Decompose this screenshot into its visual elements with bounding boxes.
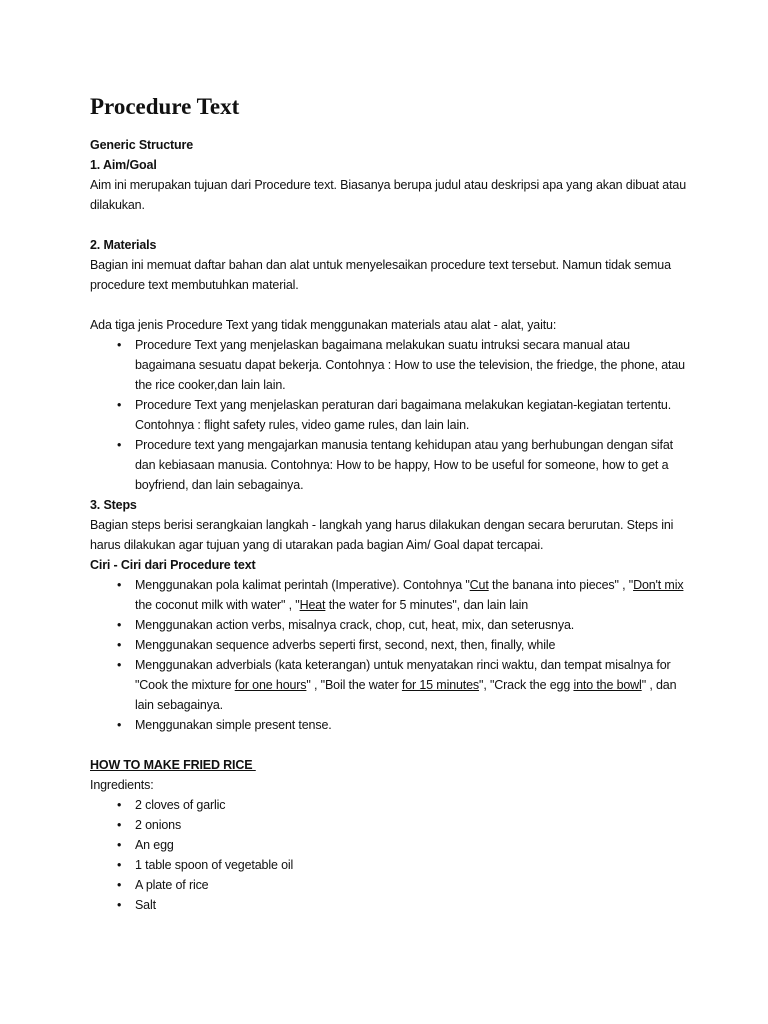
text-segment: " , dan lain sebagainya. [135, 678, 677, 712]
list-item: • 2 onions [135, 815, 690, 835]
steps-text: Bagian steps berisi serangkaian langkah - langkah yang harus dilakukan dengan secara berurutan. Steps ini harus dilakukan agar tujuan yang di utarakan pada bagian Aim/ Goal dapat tercapai. [90, 518, 674, 552]
text-segment: the coconut milk with water" , " [135, 598, 300, 612]
list-item: • An egg [135, 835, 690, 855]
list-item [135, 655, 690, 715]
list-item: • Menggunakan action verbs, misalnya crack, chop, cut, heat, mix, dan seterusnya. [135, 615, 690, 635]
spacer [90, 215, 690, 235]
aim-heading: 1. Aim/Goal [90, 158, 157, 172]
materials-text: Bagian ini memuat daftar bahan dan alat untuk menyelesaikan procedure text tersebut. Namun tidak semua procedure text membutuhkan material. [90, 258, 671, 292]
generic-structure-heading: Generic Structure [90, 138, 194, 152]
list-item: • 2 cloves of garlic [135, 795, 690, 815]
document-page [90, 92, 690, 915]
underlined-text: for 15 minutes [401, 678, 480, 692]
list-item: • Procedure Text yang menjelaskan peraturan dari bagaimana melakukan kegiatan-kegiatan tertentu. Contohnya : flight safety rules, video game rules, dan lain lain. [135, 395, 690, 435]
text-segment: ", "Crack the egg [479, 678, 574, 692]
list-item: • Procedure Text yang menjelaskan bagaimana melakukan suatu intruksi secara manual atau bagaimana sesuatu dapat bekerja. Contohnya : How to use the television, the friedge, the phone, atau the rice cooker,dan lain lain. [135, 335, 690, 395]
materials-list [90, 335, 690, 495]
list-item: • Procedure text yang mengajarkan manusia tentang kehidupan atau yang berhubungan dengan sifat dan kebiasaan manusia. Contohnya: How to be happy, How to be useful for someone, how to get a boyfriend, dan lain sebagainya. [135, 435, 690, 495]
list-item: • Salt [135, 895, 690, 915]
underlined-text: for one hours [234, 678, 307, 692]
text-segment: the water for 5 minutes", dan lain lain [325, 598, 529, 612]
list-item: • A plate of rice [135, 875, 690, 895]
text-segment: Menggunakan pola kalimat perintah (Imperative). Contohnya " [135, 578, 470, 592]
ingredients-list [90, 795, 690, 915]
underlined-text: into the bowl [573, 678, 642, 692]
list-item: • 1 table spoon of vegetable oil [135, 855, 690, 875]
underlined-text: Cut [469, 578, 489, 592]
materials-heading: 2. Materials [90, 238, 157, 252]
page-title: Procedure Text [90, 94, 240, 119]
text-segment: Menggunakan adverbials (kata keterangan) untuk menyatakan rinci waktu, dan tempat misalnya for "Cook the mixture [135, 658, 671, 692]
text-segment: " , "Boil the water [306, 678, 402, 692]
spacer [90, 735, 690, 755]
ingredients-label: Ingredients: [90, 778, 154, 792]
list-item: • Menggunakan sequence adverbs seperti first, second, next, then, finally, while [135, 635, 690, 655]
underlined-text: Don't mix [633, 578, 684, 592]
ciri-heading: Ciri - Ciri dari Procedure text [90, 558, 256, 572]
steps-heading: 3. Steps [90, 498, 137, 512]
ciri-list [90, 575, 690, 735]
materials-intro: Ada tiga jenis Procedure Text yang tidak menggunakan materials atau alat - alat, yaitu: [90, 318, 557, 332]
recipe-heading: HOW TO MAKE FRIED RICE [90, 758, 256, 772]
spacer [90, 295, 690, 315]
underlined-text: Heat [299, 598, 326, 612]
list-item [135, 575, 690, 615]
aim-text: Aim ini merupakan tujuan dari Procedure text. Biasanya berupa judul atau deskripsi apa yang akan dibuat atau dilakukan. [90, 178, 686, 212]
text-segment: the banana into pieces" , " [488, 578, 634, 592]
list-item: • Menggunakan simple present tense. [135, 715, 690, 735]
